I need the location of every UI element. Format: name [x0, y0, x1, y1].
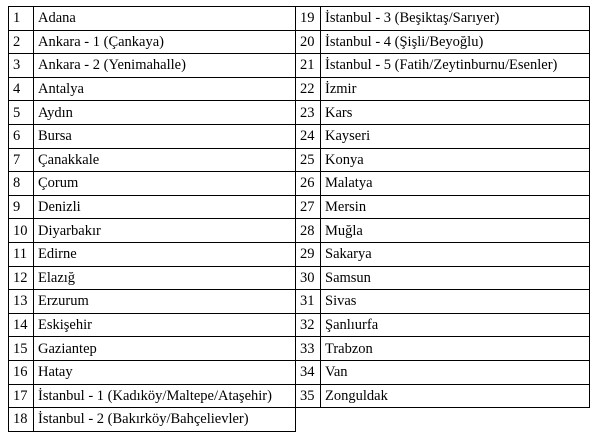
city-name: Sakarya: [321, 242, 590, 266]
city-name: Malatya: [321, 172, 590, 196]
city-number: 1: [9, 7, 34, 31]
city-name: Zonguldak: [321, 384, 590, 408]
city-name: Çanakkale: [34, 148, 296, 172]
city-name: Mersin: [321, 195, 590, 219]
city-number: 9: [9, 195, 34, 219]
table-row: [9, 7, 590, 31]
city-number: 22: [296, 77, 321, 101]
city-number: 7: [9, 148, 34, 172]
table-row: [9, 148, 590, 172]
city-number: 28: [296, 219, 321, 243]
city-name: İzmir: [321, 77, 590, 101]
city-number: 20: [296, 30, 321, 54]
empty-cell: [296, 408, 321, 432]
city-name: Bursa: [34, 124, 296, 148]
city-name: Kayseri: [321, 124, 590, 148]
table-row: [9, 172, 590, 196]
table-row: [9, 360, 590, 384]
city-number: 33: [296, 337, 321, 361]
table-row: [9, 266, 590, 290]
city-name: İstanbul - 1 (Kadıköy/Maltepe/Ataşehir): [34, 384, 296, 408]
city-number: 25: [296, 148, 321, 172]
city-number: 15: [9, 337, 34, 361]
table-row: [9, 195, 590, 219]
table-row: [9, 242, 590, 266]
city-name: İstanbul - 3 (Beşiktaş/Sarıyer): [321, 7, 590, 31]
table-row: [9, 54, 590, 78]
table-row: [9, 337, 590, 361]
city-number: 5: [9, 101, 34, 125]
city-name: Elazığ: [34, 266, 296, 290]
city-name: Edirne: [34, 242, 296, 266]
city-name: Kars: [321, 101, 590, 125]
city-number: 4: [9, 77, 34, 101]
city-number: 17: [9, 384, 34, 408]
city-number: 13: [9, 290, 34, 314]
city-name: Diyarbakır: [34, 219, 296, 243]
city-number: 26: [296, 172, 321, 196]
city-name: Erzurum: [34, 290, 296, 314]
table-row: [9, 77, 590, 101]
city-number: 12: [9, 266, 34, 290]
city-number: 30: [296, 266, 321, 290]
city-name: Aydın: [34, 101, 296, 125]
city-number: 14: [9, 313, 34, 337]
table-row: [9, 384, 590, 408]
table-row: [9, 101, 590, 125]
city-table-body: [9, 7, 590, 432]
city-number: 24: [296, 124, 321, 148]
city-name: Sivas: [321, 290, 590, 314]
city-name: Trabzon: [321, 337, 590, 361]
city-name: Antalya: [34, 77, 296, 101]
city-number: 3: [9, 54, 34, 78]
city-number: 35: [296, 384, 321, 408]
city-name: Hatay: [34, 360, 296, 384]
city-name: İstanbul - 2 (Bakırköy/Bahçelievler): [34, 408, 296, 432]
city-name: İstanbul - 4 (Şişli/Beyoğlu): [321, 30, 590, 54]
table-row: [9, 290, 590, 314]
city-number: 29: [296, 242, 321, 266]
city-name: Eskişehir: [34, 313, 296, 337]
city-name: Adana: [34, 7, 296, 31]
city-number: 21: [296, 54, 321, 78]
city-name: Şanlıurfa: [321, 313, 590, 337]
city-name: Konya: [321, 148, 590, 172]
city-number: 32: [296, 313, 321, 337]
city-number: 34: [296, 360, 321, 384]
city-number: 11: [9, 242, 34, 266]
city-name: Denizli: [34, 195, 296, 219]
table-row: [9, 30, 590, 54]
empty-cell: [321, 408, 590, 432]
city-number: 31: [296, 290, 321, 314]
city-number: 10: [9, 219, 34, 243]
table-row: [9, 313, 590, 337]
city-name: Van: [321, 360, 590, 384]
city-name: Muğla: [321, 219, 590, 243]
city-table: [8, 6, 590, 432]
city-name: Çorum: [34, 172, 296, 196]
city-name: Ankara - 1 (Çankaya): [34, 30, 296, 54]
table-row: [9, 408, 590, 432]
city-number: 23: [296, 101, 321, 125]
city-number: 18: [9, 408, 34, 432]
city-number: 8: [9, 172, 34, 196]
city-number: 19: [296, 7, 321, 31]
city-number: 27: [296, 195, 321, 219]
city-name: Samsun: [321, 266, 590, 290]
table-row: [9, 124, 590, 148]
city-name: Ankara - 2 (Yenimahalle): [34, 54, 296, 78]
table-row: [9, 219, 590, 243]
city-name: İstanbul - 5 (Fatih/Zeytinburnu/Esenler): [321, 54, 590, 78]
city-number: 16: [9, 360, 34, 384]
city-name: Gaziantep: [34, 337, 296, 361]
city-number: 2: [9, 30, 34, 54]
city-number: 6: [9, 124, 34, 148]
